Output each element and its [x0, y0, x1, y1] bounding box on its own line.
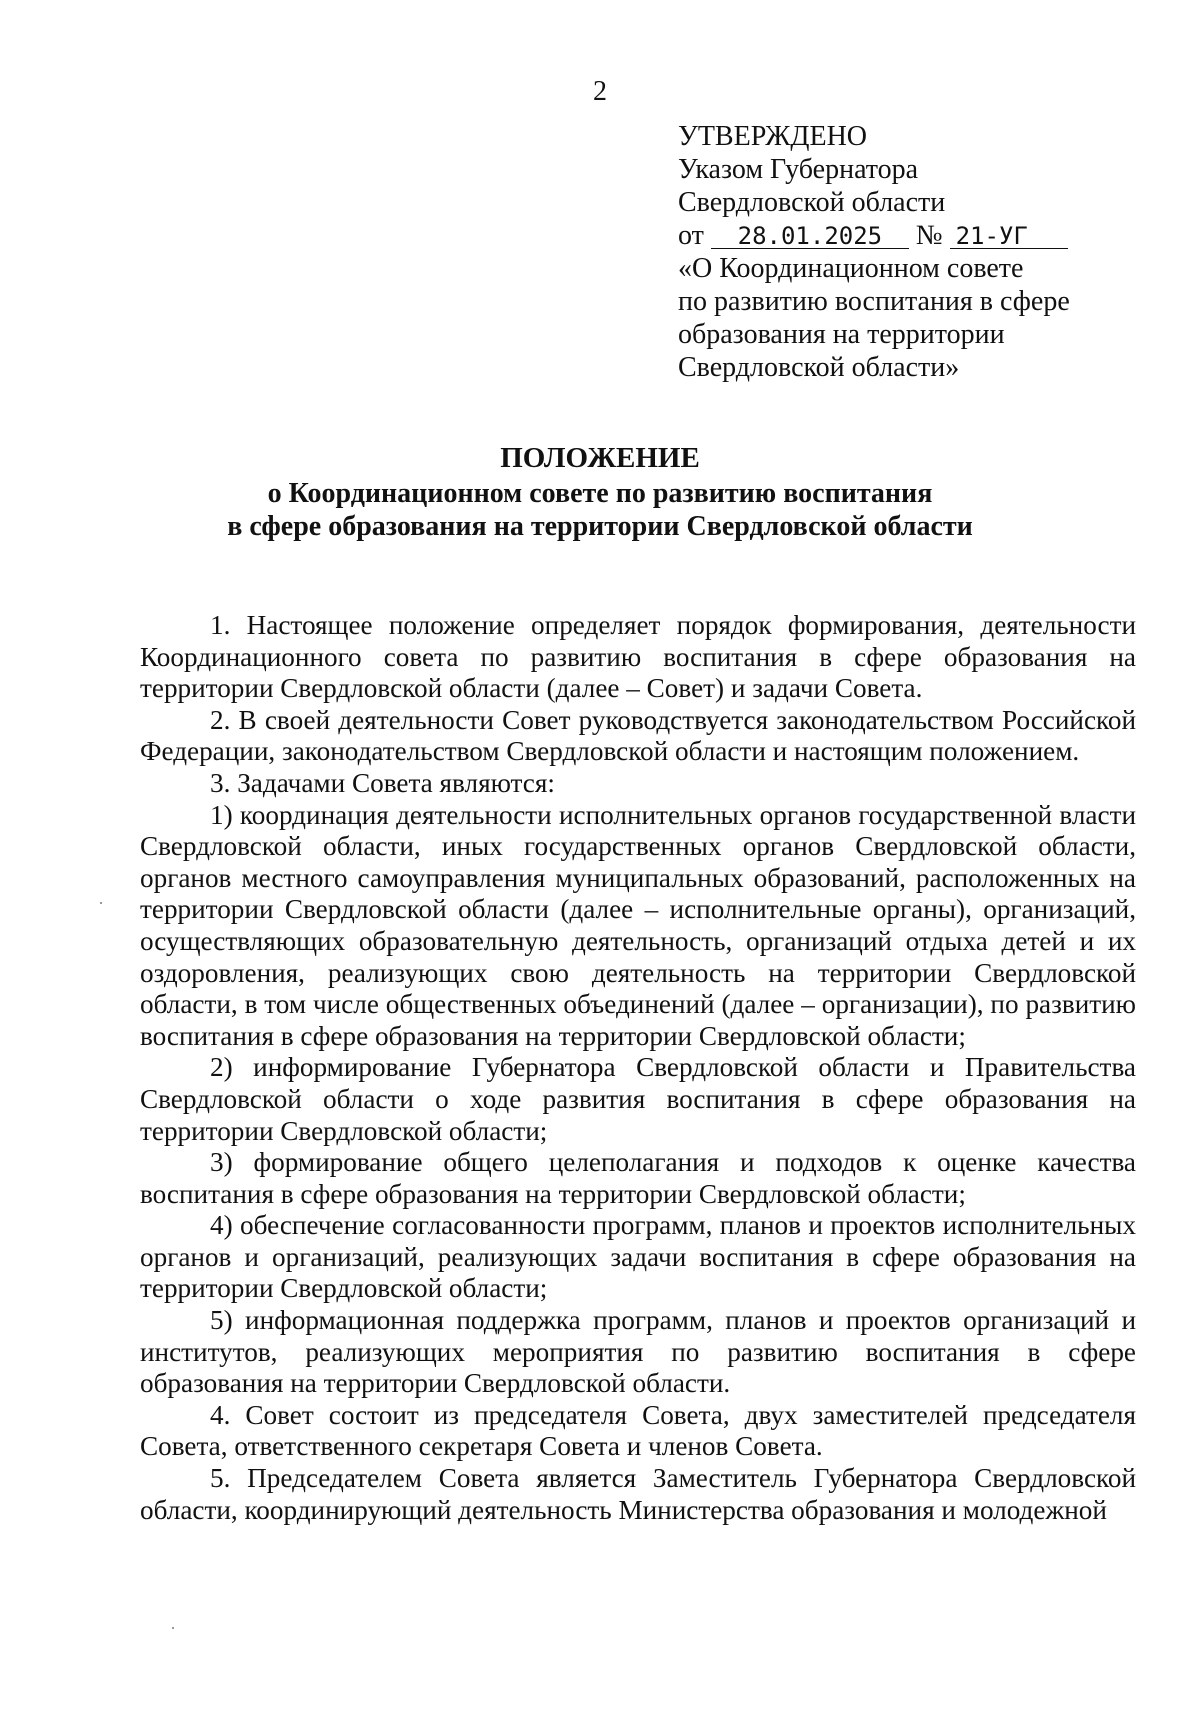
task-item-5: 5) информационная поддержка программ, планов и проектов организаций и институтов, реализующих мероприятия по развитию воспитания в сфере образования на территории Свердловской области. — [140, 1305, 1136, 1399]
paragraph-5: 5. Председателем Совета является Заместитель Губернатора Свердловской области, координирующий деятельность Министерства образования и молодежной — [140, 1463, 1136, 1525]
number-label: № — [915, 220, 943, 251]
decree-title-line: Свердловской области» — [678, 352, 960, 383]
task-item-3: 3) формирование общего целеполагания и подходов к оценке качества воспитания в сфере образования на территории Свердловской области; — [140, 1147, 1136, 1209]
decree-title-line: «О Координационном совете — [678, 253, 1024, 284]
region-label: Свердловской области — [678, 187, 946, 218]
document-body — [140, 610, 1136, 1526]
title-subline: о Координационном совете по развитию воспитания — [267, 478, 933, 509]
decree-date: 28.01.2025 — [711, 224, 909, 249]
task-item-4: 4) обеспечение согласованности программ, планов и проектов исполнительных органов и организаций, реализующих задачи воспитания в сфере образования на территории Свердловской области; — [140, 1210, 1136, 1304]
document-title — [0, 442, 1200, 543]
title-subline: в сфере образования на территории Свердловской области — [227, 511, 973, 542]
decree-title-line: образования на территории — [678, 319, 1005, 350]
task-item-1: 1) координация деятельности исполнительных органов государственной власти Свердловской области, иных государственных органов Свердловской области, органов местного самоуправления муниципальных образований, расположенных на территории Свердловской области (далее – исполнительные органы), организаций, осуществляющих образовательную деятельность, организаций отдыха детей и их оздоровления, реализующих свою деятельность на территории Свердловской области, в том числе общественных объединений (далее – организации), по развитию воспитания в сфере образования на территории Свердловской области; — [140, 799, 1136, 1051]
paragraph-2: 2. В своей деятельности Совет руководствуется законодательством Российской Федерации, законодательством Свердловской области и настоящим положением. — [140, 704, 1136, 767]
task-item-2: 2) информирование Губернатора Свердловской области и Правительства Свердловской области о ходе развития воспитания в сфере образования на территории Свердловской области; — [140, 1052, 1136, 1146]
title-main: ПОЛОЖЕНИЕ — [500, 442, 700, 474]
approval-stamp-block — [678, 120, 1138, 384]
page-number: 2 — [593, 76, 607, 107]
scan-speck — [100, 902, 102, 904]
scan-speck — [172, 1627, 174, 1629]
decree-by-label: Указом Губернатора — [678, 154, 919, 185]
approved-label: УТВЕРЖДЕНО — [678, 121, 868, 152]
paragraph-3: 3. Задачами Совета являются: — [210, 767, 555, 798]
decree-title-line: по развитию воспитания в сфере — [678, 286, 1070, 317]
from-label: от — [678, 220, 704, 251]
date-number-line — [678, 219, 1138, 252]
paragraph-4: 4. Совет состоит из председателя Совета, двух заместителей председателя Совета, ответственного секретаря Совета и членов Совета. — [140, 1399, 1136, 1462]
paragraph-1: 1. Настоящее положение определяет порядок формирования, деятельности Координационного совета по развитию воспитания в сфере образования на территории Свердловской области (далее – Совет) и задачи Совета. — [140, 610, 1136, 704]
decree-number: 21-УГ — [950, 224, 1068, 249]
